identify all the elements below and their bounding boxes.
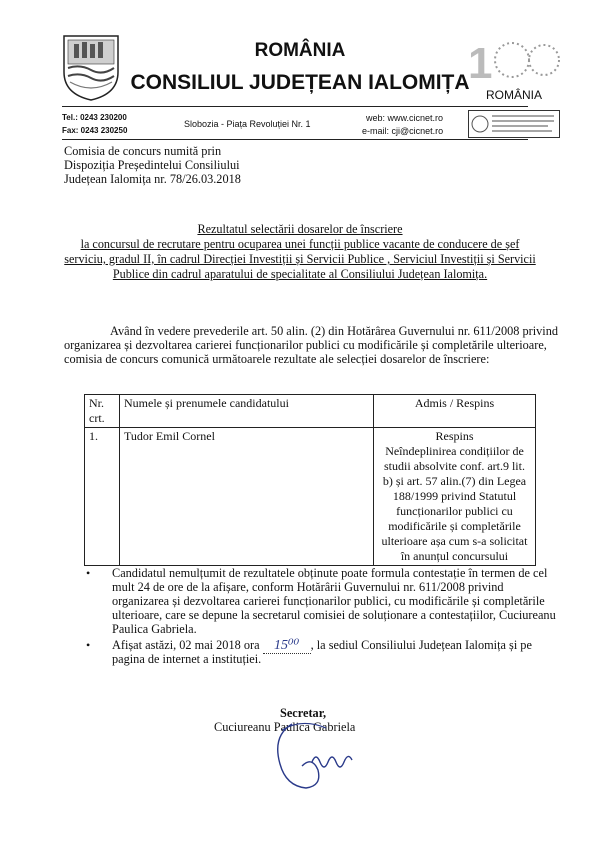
header-nr-line-1: Nr. — [89, 396, 104, 410]
signature-name: Cuciureanu Paulica Gabriela — [214, 720, 356, 734]
table-row — [85, 428, 536, 566]
note-1-line-5: Paulica Gabriela. — [112, 622, 197, 636]
status-line: ulterioare așa cum s-a solicitat — [381, 534, 528, 548]
posting-location-text: , la sediul Consiliului Județean Ialomița și pe — [310, 638, 532, 652]
address: Slobozia - Piața Revoluției Nr. 1 — [184, 119, 311, 129]
status-line: funcționarilor publici cu — [396, 504, 513, 518]
document-title-line-3: serviciu, gradul II, în cadrul Direcției Investiții și Servicii Publice , Serviciul Investiții și Servicii — [64, 252, 536, 266]
bullet-icon: • — [86, 638, 91, 652]
note-2-line-2: pagina de internet a instituției. — [112, 652, 262, 666]
svg-text:1: 1 — [468, 39, 493, 88]
header-rule-bottom — [62, 139, 528, 140]
county-coat-of-arms — [60, 32, 122, 102]
commission-line-3: Județean Ialomița nr. 78/26.03.2018 — [64, 172, 241, 186]
status-line: b) și art. 57 alin.(7) din Legea — [382, 474, 527, 488]
header-nr-line-2: crt. — [89, 411, 105, 425]
handwritten-signature — [262, 716, 382, 806]
status-line: modificările și completările — [388, 519, 521, 533]
header-nr — [85, 395, 120, 428]
iso-certification-stamp — [468, 110, 560, 138]
posting-date-text: Afișat astăzi, 02 mai 2018 ora — [112, 638, 260, 652]
table-header-row — [85, 395, 536, 428]
header-name: Numele și prenumele candidatului — [120, 395, 374, 428]
document-title-line-2: la concursul de recrutare pentru ocuparea unei funcții publice vacante de conducere de șef — [80, 237, 520, 251]
intro-line-3: comisia de concurs comunică următoarele rezultate ale selecției dosarelor de înscriere: — [64, 352, 490, 366]
email: e-mail: cji@cicnet.ro — [362, 126, 444, 136]
header-subtitle: CONSILIUL JUDEȚEAN IALOMIȚA — [130, 71, 470, 94]
phone-number: Tel.: 0243 230200 — [62, 113, 127, 122]
header-title: ROMÂNIA — [254, 40, 346, 61]
bullet-icon: • — [86, 566, 91, 580]
commission-line-1: Comisia de concurs numită prin — [64, 144, 222, 158]
note-1-line-1: Candidatul nemulțumit de rezultatele obținute poate formula contestație în termen de cel — [112, 566, 548, 580]
note-1-line-3: organizarea și dezvoltarea carierei funcționarilor publici, cu modificările și completările — [112, 594, 545, 608]
status-line: în anunțul concursului — [400, 549, 509, 563]
centenary-text: ROMÂNIA — [485, 88, 542, 102]
commission-line-2: Dispoziția Președintelui Consiliului — [64, 158, 240, 172]
intro-line-2: organizarea și dezvoltarea carierei funcționarilor publici cu modificările și completările ulterioare, — [64, 338, 547, 352]
note-1-line-2: mult 24 de ore de la afișare, conform Hotărârii Guvernului nr. 611/2008 privind — [112, 580, 504, 594]
document-title-line-1: Rezultatul selectării dosarelor de înscriere — [197, 222, 403, 236]
signature-role: Secretar, — [280, 706, 327, 720]
website: web: www.cicnet.ro — [366, 113, 444, 123]
header-rule-top — [62, 106, 528, 107]
status-line: studii absolvite conf. art.9 lit. — [384, 459, 525, 473]
status-line: Respins — [435, 429, 474, 443]
fax-number: Fax: 0243 230250 — [62, 126, 128, 135]
status-line: 188/1999 privind Statutul — [392, 489, 517, 503]
intro-line-1: Având în vedere prevederile art. 50 alin. (2) din Hotărârea Guvernului nr. 611/2008 privind — [110, 324, 559, 338]
note-1-line-4: ulterioare, care se depune la secretarul comisiei de soluționare a contestațiilor, Cuciureanu — [112, 608, 556, 622]
row-name: Tudor Emil Cornel — [120, 428, 374, 566]
candidates-table — [84, 394, 536, 566]
document-title-line-4: Publice din cadrul aparatului de specialitate al Consiliului Județean Ialomița. — [112, 267, 488, 281]
header-status: Admis / Respins — [374, 395, 536, 428]
centenary-logo — [466, 34, 562, 106]
row-status — [374, 428, 536, 566]
status-line: Neîndeplinirea condițiilor de — [385, 444, 524, 458]
handwritten-time: 15⁰⁰ — [263, 639, 311, 654]
row-nr: 1. — [85, 428, 120, 566]
